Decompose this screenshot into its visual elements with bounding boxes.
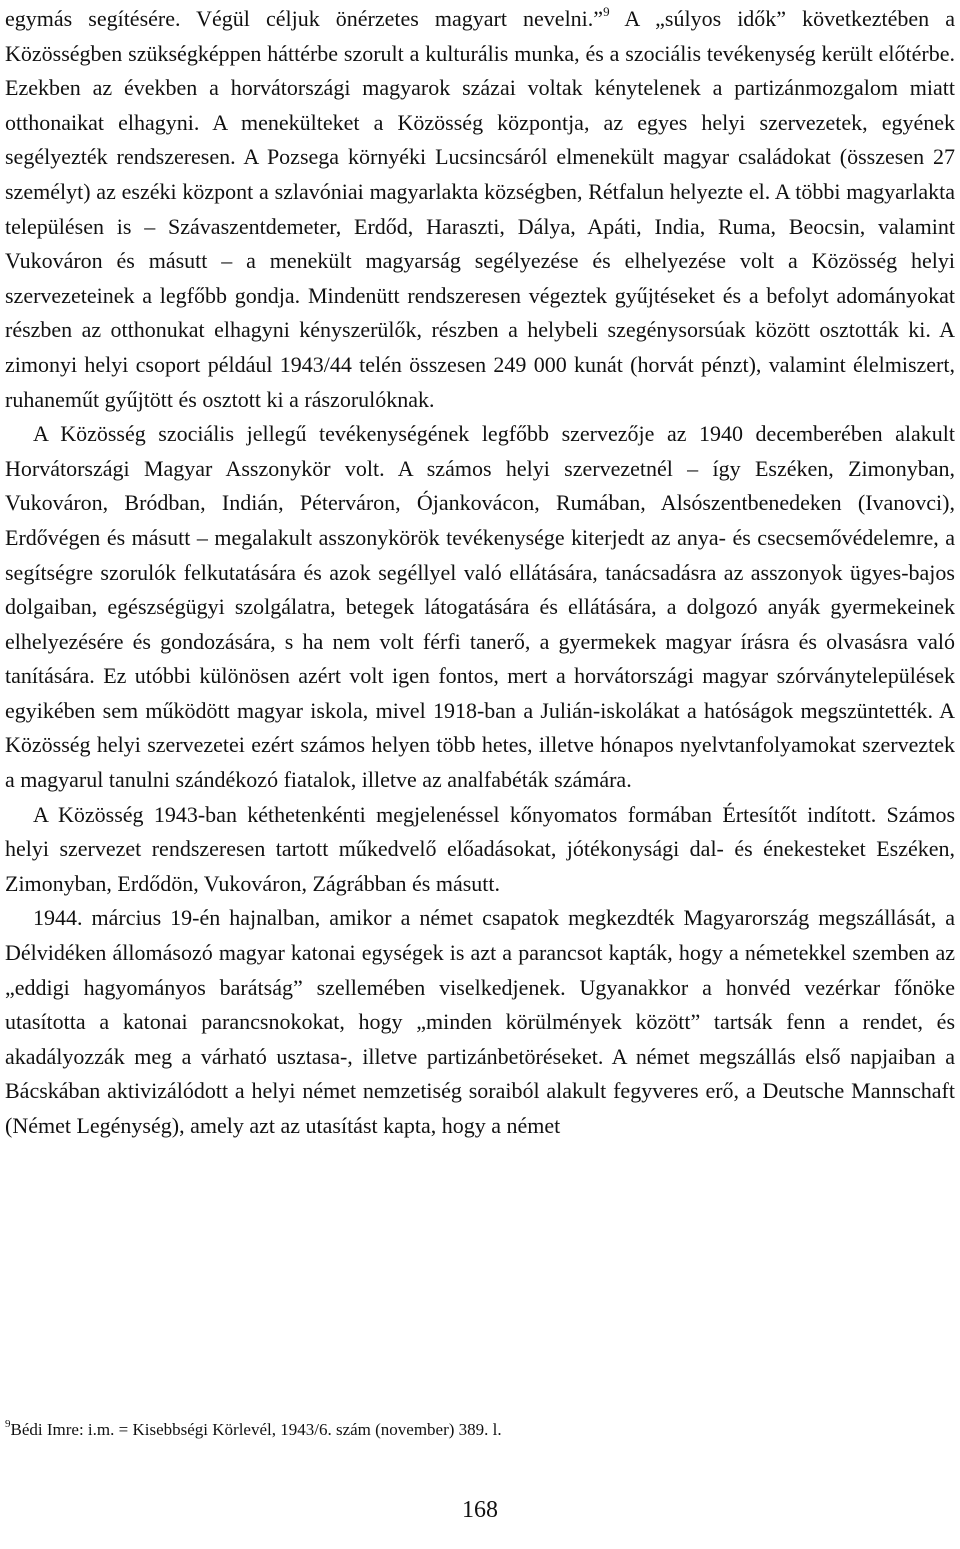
paragraph-4: 1944. március 19-én hajnalban, amikor a német csapatok megkezdték Magyarország megszállását, a Délvidéken állomásozó magyar katonai egységek is azt a parancsot kapták, hogy a németekkel szemben az „eddigi hagyományos barátság” szellemében viselkedjenek. Ugyanakkor a honvéd vezérkar főnöke utasította a katonai parancsnokokat, hogy „minden körülmények között” tartsák fenn a rendet, és akadályozzák meg a várható usztasa-, illetve partizánbetöréseket. A német megszállás első napjaiban a Bácskában aktivizálódott a helyi német nemzetiség soraiból alakult fegyveres erő, a Deutsche Mannschaft (Német Legénység), amely azt az utasítást kapta, hogy a német bbox=[5, 905, 955, 1138]
footnote bbox=[5, 1418, 955, 1442]
footnote-reference: 9 bbox=[603, 3, 610, 19]
paragraph-2: A Közösség szociális jellegű tevékenységének legfőbb szervezője az 1940 decemberében alakult Horvátországi Magyar Asszonykör volt. A számos helyi szervezetnél – így Eszéken, Zimonyban, Vukováron, Bródban, Indián, Péterváron, Ójankovácon, Rumában, Alsószentbenedeken (Ivanovci), Erdővégen és másutt – megalakult asszonykörök tevékenysége kiterjedt az anya- és csecsemővédelemre, a segítségre szorulók felkutatására és azok segéllyel való ellátására, tanácsadásra az asszonyok ügyes-bajos dolgaiban, egészségügyi szolgálatra, betegek látogatására és ellátására, a dolgozó anyák gyermekeinek elhelyezésére és gondozására, s ha nem volt férfi tanerő, a gyermekek magyar írásra és olvasásra való tanítására. Ez utóbbi különösen azért volt igen fontos, mert a horvátországi magyar szórványtelepülések egyikében sem működött magyar iskola, mivel 1918-ban a Julián-iskolákat a hatóságok megszüntették. A Közösség helyi szervezetei ezért számos helyen több hetes, illetve hónapos nyelvtanfolyamokat szerveztek a magyarul tanulni szándékozó fiatalok, illetve az analfabéták számára. bbox=[5, 421, 955, 793]
footnote-marker: 9 bbox=[5, 1418, 11, 1431]
paragraph-1 bbox=[5, 2, 955, 417]
paragraph-1-text-before-note: egymás segítésére. Végül céljuk önérzetes magyart nevelni.” bbox=[5, 6, 604, 31]
footnote-text: Bédi Imre: i.m. = Kisebbségi Körlevél, 1943/6. szám (november) 389. l. bbox=[10, 1420, 502, 1439]
paragraph-3: A Közösség 1943-ban kéthetenkénti megjelenéssel kőnyomatos formában Értesítőt indított. Számos helyi szervezet rendszeresen tartott műkedvelő előadásokat, jótékonysági dal- és énekesteket Eszéken, Zimonyban, Erdődön, Vukováron, Zágrábban és másutt. bbox=[5, 801, 955, 896]
body-text bbox=[5, 2, 955, 1144]
paragraph-1-text-after-note: A „súlyos idők” következtében a Közösségben szükségképpen háttérbe szorult a kulturális munka, és a szociális tevékenység került előtérbe. Ezekben az években a horvátországi magyarok százai voltak kénytelenek a partizánmozgalom miatt otthonaikat elhagyni. A menekülteket a Közösség központja, az egyes helyi szervezetek, egyének segélyezték rendszeresen. A Pozsega környéki Lucsincsáról elmenekült magyar családokat (összesen 27 személyt) az eszéki központ a szlavóniai magyarlakta községben, Rétfalun helyezte el. A többi magyarlakta településen is – Szávaszentdemeter, Erdőd, Haraszti, Dálya, Apáti, India, Ruma, Beocsin, valamint Vukováron és másutt – a menekült magyarság segélyezése és elhelyezése volt a Közösség helyi szervezeteinek a legfőbb gondja. Mindenütt rendszeresen végeztek gyűjtéseket és a befolyt adományokat részben az otthonukat elhagyni kényszerülők, részben a helybeli szegénysorsúak között osztották ki. A zimonyi helyi csoport például 1943/44 telén összesen 249 000 kunát (horvát pénzt), valamint élelmiszert, ruhaneműt gyűjtött és osztott ki a rászorulóknak. bbox=[5, 6, 955, 412]
page-number: 168 bbox=[462, 1497, 498, 1523]
